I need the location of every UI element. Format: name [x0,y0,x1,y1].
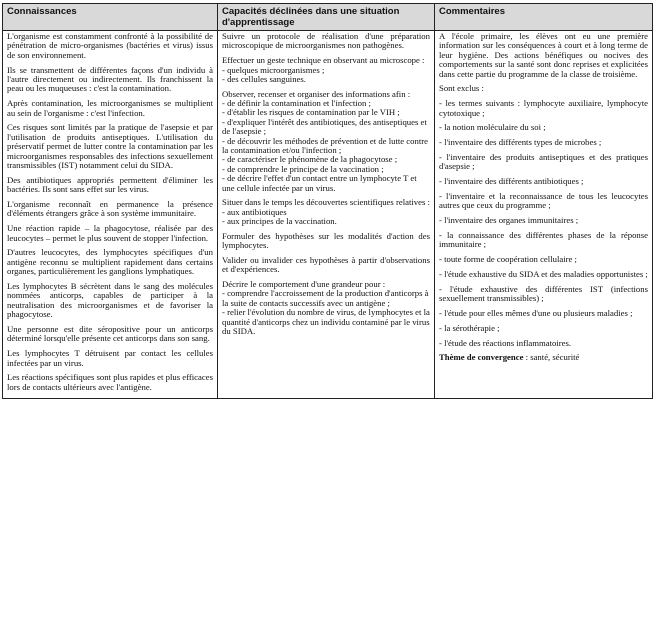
capacite-list-item: - des cellules sanguines. [222,74,306,85]
exclus-item: - la sérothérapie ; [439,322,500,333]
capacite-list-item: - relier l'évolution du nombre de virus, de lymphocytes et la quantité d'anticorps chez un individu contaminé par le virus du SIDA. [222,307,430,337]
capacite-paragraph: Suivre un protocole de réalisation d'une préparation microscopique de microorganismes non pathogènes. [222,31,430,51]
connaissance-paragraph: Ces risques sont limités par la pratique de l'asepsie et par l'utilisation de produits antiseptiques. L'utilisation du préservatif permet de lutter contre la contamination par les microorganismes responsables des infections sexuellement transmissibles (IST) notamment celui du SIDA. [7,122,213,171]
theme-convergence [439,353,648,362]
capacite-list-item: - de définir la contamination et l'infection ; [222,98,371,109]
capacite-list-item: - de décrire l'effet d'un contact entre un lymphocyte T et une cellule infectée par un virus. [222,173,417,193]
exclus-item: - l'étude exhaustive du SIDA et des maladies opportunistes ; [439,269,648,280]
content-row [3,31,653,399]
commentaire-intro: A l'école primaire, les élèves ont eu une première information sur les conséquences à court et à long terme de leur hygiène. Des actions bénéfiques ou nocives des comportements sur la santé sont donc reprises et explicitées dans cette partie du programme de la classe de troisième. [439,31,648,79]
connaissance-paragraph: Ils se transmettent de différentes façons d'un individu à l'autre directement ou indirectement. Ils franchissent la peau ou les muqueuses : c'est la contamination. [7,64,213,94]
capacite-heading: Situer dans le temps les découvertes scientifiques relatives : [222,197,430,208]
connaissance-paragraph: L'organisme est constamment confronté à la possibilité de pénétration de micro-organismes (bactéries et virus) issus de son environnement. [7,31,213,60]
header-commentaires: Commentaires [435,4,653,31]
exclus-item: - l'inventaire des organes immunitaires ; [439,215,579,226]
header-capacites: Capacités déclinées dans une situation d'apprentissage [218,4,435,31]
cell-connaissances [3,31,218,399]
connaissance-paragraph: Les lymphocytes T détruisent par contact les cellules infectées par un virus. [7,348,213,368]
capacite-heading: Observer, recenser et organiser des informations afin : [222,88,411,99]
exclus-item: - toute forme de coopération cellulaire ; [439,254,577,265]
capacite-paragraph: Valider ou invalider ces hypothèses à partir d'observations et d'expériences. [222,254,430,275]
capacite-list-item: - aux antibiotiques [222,206,287,217]
capacite-list-item: - de caractériser le phénomène de la phagocytose ; [222,154,398,165]
connaissance-paragraph: Les réactions spécifiques sont plus rapides et plus efficaces lors de contacts ultérieurs avec l'antigène. [7,372,213,392]
connaissance-paragraph: D'autres leucocytes, des lymphocytes spécifiques d'un antigène reconnu se multiplient rapidement dans certains organes, particulièrement les ganglions lymphatiques. [7,247,213,277]
program-table [2,3,653,399]
exclus-item: - l'inventaire des produits antiseptiques et des pratiques d'asepsie ; [439,152,648,172]
cell-capacites [218,31,435,399]
capacite-heading: Décrire le comportement d'une grandeur pour : [222,279,386,290]
capacite-block-informations [222,90,430,193]
capacite-list-item: - d'expliquer l'intérêt des antibiotiques, des antiseptiques et de l'asepsie ; [222,116,427,137]
connaissance-paragraph: L'organisme reconnaît en permanence la présence d'éléments étrangers grâce à son système immunitaire. [7,199,213,219]
capacite-list-item: - d'établir les risques de contamination par le VIH ; [222,107,400,118]
connaissance-paragraph: Après contamination, les microorganismes se multiplient au sein de l'organisme : c'est l'infection. [7,98,213,118]
exclus-item: - l'étude pour elles mêmes d'une ou plusieurs maladies ; [439,308,633,319]
header-connaissances: Connaissances [3,4,218,31]
exclus-item: - l'inventaire des différents antibiotiques ; [439,176,584,187]
theme-label: Thème de convergence [439,352,524,363]
connaissance-paragraph: Les lymphocytes B sécrètent dans le sang des molécules nommées anticorps, capables de participer à la neutralisation des microorganismes et de favoriser la phagocytose. [7,281,213,320]
capacite-paragraph: Formuler des hypothèses sur les modalités d'action des lymphocytes. [222,230,430,251]
connaissance-paragraph: Des antibiotiques appropriés permettent d'éliminer les bactéries. Ils sont sans effet sur les virus. [7,174,213,195]
capacite-heading: Effectuer un geste technique en observant au microscope : [222,55,425,66]
exclus-item: - la connaissance des différentes phases de la réponse immunitaire ; [439,230,648,250]
exclus-item: - l'inventaire des différents types de microbes ; [439,137,602,148]
exclus-label: Sont exclus : [439,83,484,94]
exclus-item: - l'étude des réactions inflammatoires. [439,337,572,348]
capacite-list-item: - de découvrir les méthodes de prévention et de lutte contre la contamination et/ou l'infection ; [222,135,429,156]
capacite-list-item: - aux principes de la vaccination. [222,216,337,227]
exclus-item: - l'inventaire et la reconnaissance de tous les leucocytes autres que ceux du programme ; [439,191,648,211]
capacite-block-microscope [222,56,430,84]
exclus-item: - l'étude exhaustive des différentes IST (infections sexuellement transmissibles) ; [439,283,648,304]
header-row [3,4,653,31]
theme-value: : santé, sécurité [523,352,580,363]
capacite-block-decouvertes [222,198,430,226]
connaissance-paragraph: Une personne est dite séropositive pour un anticorps déterminé lorsqu'elle présente cet anticorps dans son sang. [7,324,213,344]
capacite-list-item: - comprendre l'accroissement de la production d'anticorps à la suite de contacts successifs avec un antigène ; [222,288,429,308]
connaissance-paragraph: Une réaction rapide – la phagocytose, réalisée par des leucocytes – permet le plus souvent de stopper l'infection. [7,223,213,243]
capacite-list-item: - quelques microorganismes ; [222,64,325,75]
cell-commentaires [435,31,653,399]
capacite-list-item: - de comprendre le principe de la vaccination ; [222,163,384,174]
exclus-item: - les termes suivants : lymphocyte auxiliaire, lymphocyte cytotoxique ; [439,98,648,118]
capacite-block-grandeur [222,280,430,336]
exclus-item: - la notion moléculaire du soi ; [439,122,546,133]
